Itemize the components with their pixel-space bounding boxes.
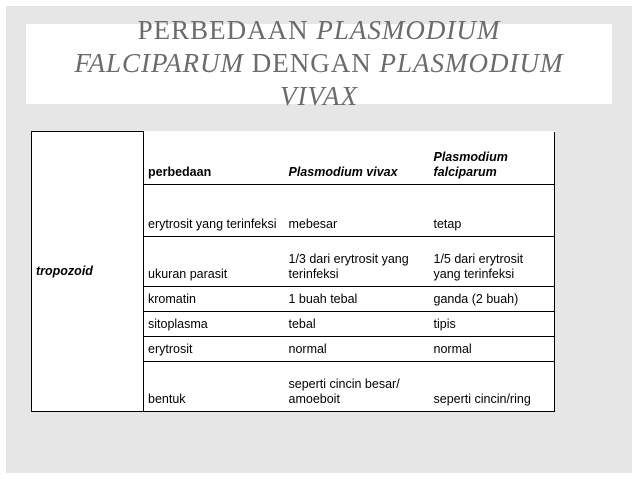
title-word-plasmodium-1: PLASMODIUM <box>316 15 501 45</box>
table-cell: 1 buah tebal <box>285 287 430 312</box>
table-cell: erytrosit yang terinfeksi <box>144 185 285 237</box>
table-cell: kromatin <box>144 287 285 312</box>
table-cell: 1/3 dari erytrosit yang terinfeksi <box>285 237 430 287</box>
table-cell: erytrosit <box>144 337 285 362</box>
table-cell: bentuk <box>144 362 285 412</box>
slide-title <box>26 14 612 113</box>
header-cell: perbedaan <box>144 132 285 185</box>
title-word-dengan: DENGAN <box>244 48 380 78</box>
header-cell: Plasmodium falciparum <box>430 132 555 185</box>
table-cell: seperti cincin besar/ amoeboit <box>285 362 430 412</box>
table-cell: 1/5 dari erytrosit yang terinfeksi <box>430 237 555 287</box>
table-cell: ganda (2 buah) <box>430 287 555 312</box>
header-cell: Plasmodium vivax <box>285 132 430 185</box>
table-cell: tebal <box>285 312 430 337</box>
table-cell: ukuran parasit <box>144 237 285 287</box>
comparison-table <box>31 131 555 412</box>
table-cell: tipis <box>430 312 555 337</box>
title-word-perbedaan: PERBEDAAN <box>137 15 317 45</box>
title-word-plasmodium-2: PLASMODIUM <box>379 48 564 78</box>
side-label-tropozoid: tropozoid <box>32 132 144 412</box>
table-cell: seperti cincin/ring <box>430 362 555 412</box>
title-word-vivax: VIVAX <box>280 81 358 111</box>
table-cell: sitoplasma <box>144 312 285 337</box>
title-word-falciparum: FALCIPARUM <box>74 48 245 78</box>
table-cell: normal <box>285 337 430 362</box>
table-cell: mebesar <box>285 185 430 237</box>
table-header-row <box>32 132 555 185</box>
table-cell: normal <box>430 337 555 362</box>
table-cell: tetap <box>430 185 555 237</box>
